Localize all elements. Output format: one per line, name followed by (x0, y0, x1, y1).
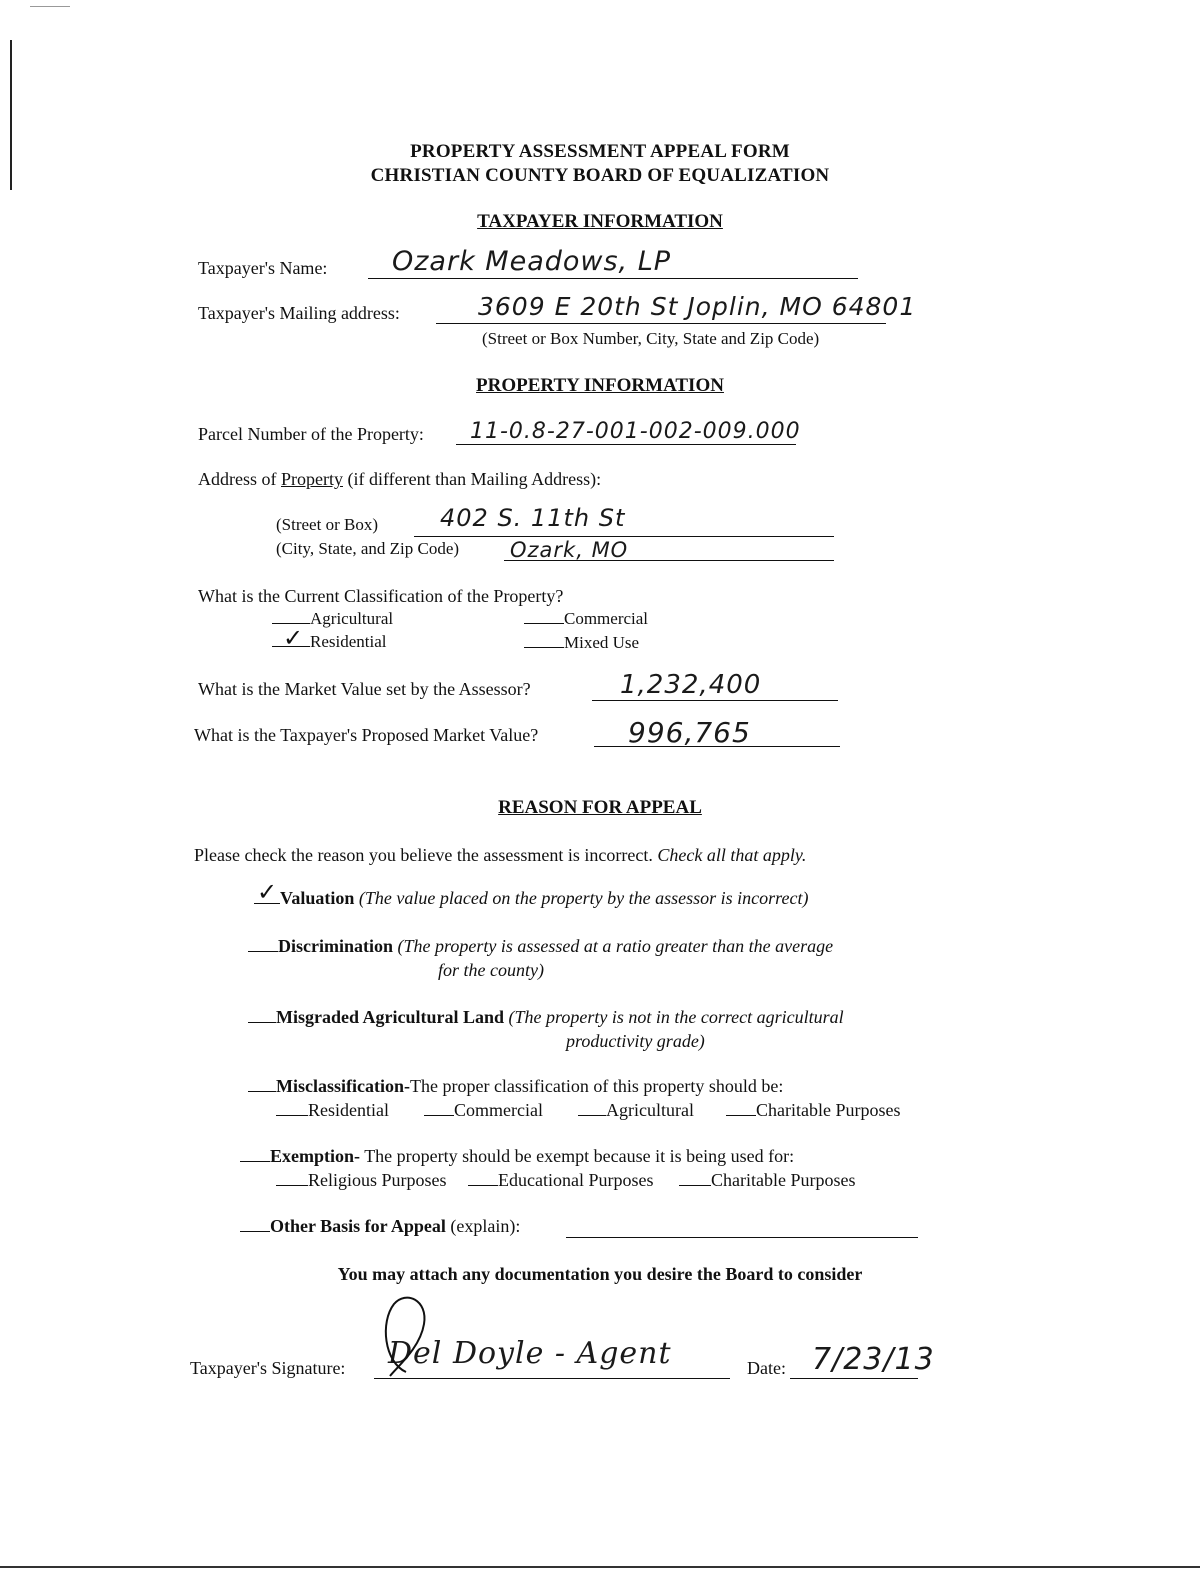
option-commercial[interactable]: Commercial (524, 609, 648, 629)
street-line (414, 536, 834, 537)
market-value-line (592, 700, 838, 701)
reason-exemption[interactable]: Exemption- The property should be exempt because it is being used for: (240, 1146, 794, 1167)
proposed-value-field[interactable]: 996,765 (628, 716, 751, 749)
date-field[interactable]: 7/23/13 (812, 1342, 935, 1377)
mailing-address-hint: (Street or Box Number, City, State and Zip Code) (482, 329, 820, 348)
valuation-checkmark-icon: ✓ (257, 878, 278, 906)
taxpayer-name-line (368, 278, 858, 279)
parcel-number-line (456, 444, 796, 445)
date-line (790, 1378, 918, 1379)
market-value-label: What is the Market Value set by the Assessor? (198, 679, 531, 699)
board-title: CHRISTIAN COUNTY BOARD OF EQUALIZATION (370, 165, 830, 186)
street-label: (Street or Box) (276, 515, 378, 534)
signature-flourish-icon (376, 1292, 436, 1382)
exempt-option-charitable[interactable]: Charitable Purposes (679, 1170, 855, 1191)
reason-other[interactable]: Other Basis for Appeal (explain): (240, 1216, 520, 1237)
misclass-option-agricultural[interactable]: Agricultural (578, 1100, 694, 1121)
misgraded-note-cont: productivity grade) (566, 1031, 705, 1051)
misclass-option-residential[interactable]: Residential (276, 1100, 389, 1121)
city-label: (City, State, and Zip Code) (276, 539, 460, 558)
option-residential[interactable]: Residential (272, 632, 386, 652)
reason-instruction: Please check the reason you believe the assessment is incorrect. Check all that apply. (194, 845, 807, 865)
signature-field[interactable]: Del Doyle - Agent (388, 1336, 672, 1371)
option-mixed-use[interactable]: Mixed Use (524, 633, 639, 653)
attach-note: You may attach any documentation you desire the Board to consider (337, 1264, 863, 1284)
taxpayer-name-field[interactable]: Ozark Meadows, LP (392, 246, 672, 277)
residential-checkmark-icon: ✓ (283, 624, 304, 652)
parcel-number-field[interactable]: 11-0.8-27-001-002-009.000 (470, 419, 801, 444)
proposed-value-label: What is the Taxpayer's Proposed Market Value? (194, 725, 539, 745)
property-address-label: Address of Property (if different than Mailing Address): (198, 469, 602, 489)
city-field[interactable]: Ozark, MO (510, 538, 629, 562)
reason-misgraded[interactable]: Misgraded Agricultural Land (The property is not in the correct agricultural (248, 1007, 844, 1028)
other-explain-line[interactable] (566, 1237, 918, 1238)
mailing-address-line (436, 323, 886, 324)
taxpayer-section-heading: TAXPAYER INFORMATION (477, 211, 723, 232)
parcel-number-label: Parcel Number of the Property: (198, 424, 424, 444)
mailing-address-label: Taxpayer's Mailing address: (198, 303, 400, 323)
exempt-option-educational[interactable]: Educational Purposes (468, 1170, 653, 1191)
reason-section-heading: REASON FOR APPEAL (498, 797, 702, 818)
date-label: Date: (747, 1358, 786, 1378)
mailing-address-field[interactable]: 3609 E 20th St Joplin, MO 64801 (478, 292, 917, 321)
reason-valuation[interactable]: Valuation (The value placed on the property by the assessor is incorrect) (254, 888, 808, 909)
form-title: PROPERTY ASSESSMENT APPEAL FORM (410, 141, 790, 162)
reason-misclassification[interactable]: Misclassification-The proper classification of this property should be: (248, 1076, 783, 1097)
reason-discrimination[interactable]: Discrimination (The property is assessed at a ratio greater than the average (248, 936, 833, 957)
misclass-option-charitable[interactable]: Charitable Purposes (726, 1100, 900, 1121)
scan-top-edge (30, 6, 70, 7)
property-section-heading: PROPERTY INFORMATION (476, 375, 724, 396)
street-field[interactable]: 402 S. 11th St (440, 504, 626, 532)
option-agricultural[interactable]: Agricultural (272, 609, 393, 629)
classification-question: What is the Current Classification of the Property? (198, 586, 564, 606)
market-value-field[interactable]: 1,232,400 (620, 670, 762, 700)
exempt-option-religious[interactable]: Religious Purposes (276, 1170, 447, 1191)
discrimination-note-cont: for the county) (438, 960, 544, 980)
signature-label: Taxpayer's Signature: (190, 1358, 346, 1378)
taxpayer-name-label: Taxpayer's Name: (198, 258, 328, 278)
scan-bottom-edge (0, 1566, 1200, 1568)
misclass-option-commercial[interactable]: Commercial (424, 1100, 543, 1121)
